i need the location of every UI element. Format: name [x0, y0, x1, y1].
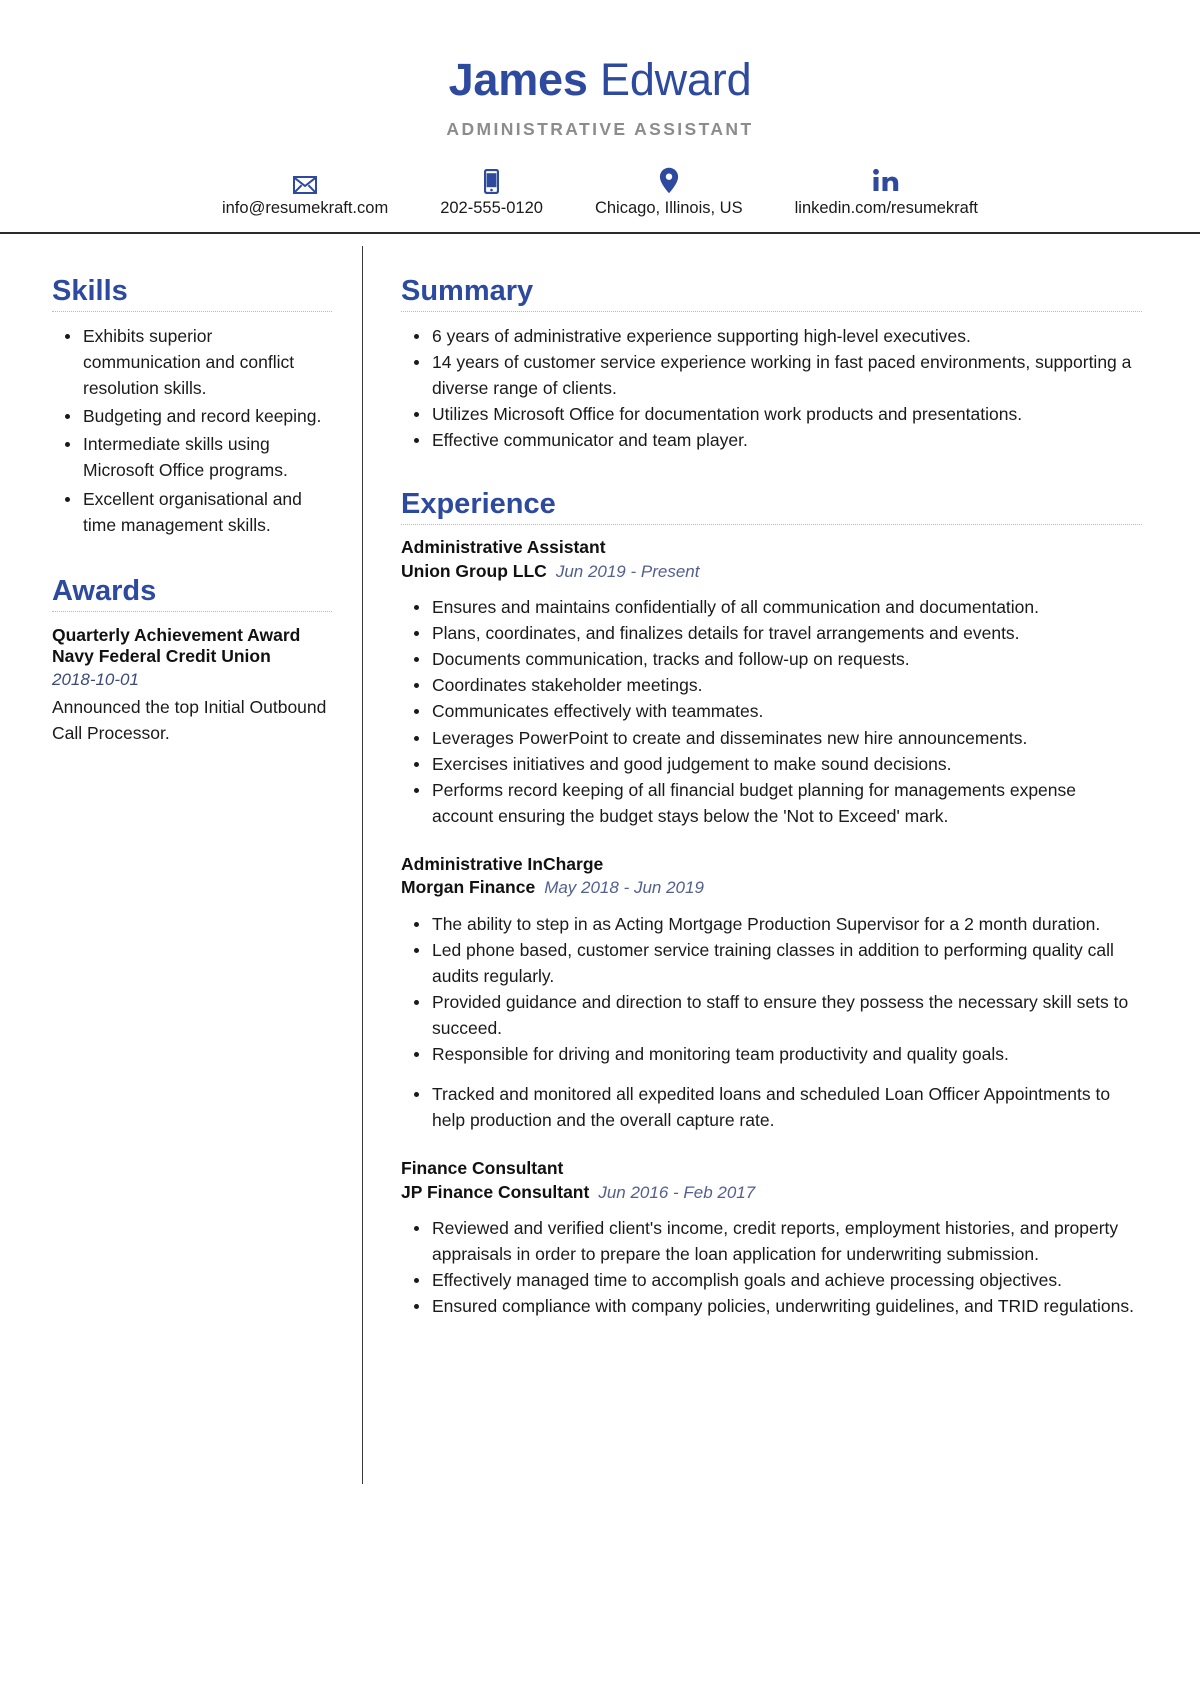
list-item: Documents communication, tracks and follow-up on requests.	[401, 646, 1142, 672]
award-title: Quarterly Achievement Award	[52, 624, 301, 645]
awards-heading-rule	[52, 611, 332, 612]
skills-list	[52, 323, 332, 538]
resume-header	[0, 0, 1200, 234]
job-company-line	[401, 876, 1142, 899]
list-item: Intermediate skills using Microsoft Office programs.	[52, 431, 332, 483]
experience-section	[401, 489, 1142, 1319]
list-item: Provided guidance and direction to staff to ensure they possess the necessary skill sets to succeed.	[401, 989, 1142, 1041]
experience-entry	[401, 1157, 1142, 1319]
contact-item-phone[interactable]	[414, 168, 569, 218]
list-item: Ensures and maintains confidentially of all communication and documentation.	[401, 594, 1142, 620]
list-item: Effectively managed time to accomplish goals and achieve processing objectives.	[401, 1267, 1142, 1293]
job-company-line	[401, 560, 1142, 583]
job-company-line	[401, 1181, 1142, 1204]
award-date: 2018-10-01	[52, 670, 139, 690]
right-column	[363, 234, 1200, 1484]
list-item: 14 years of customer service experience working in fast paced environments, supporting a diverse range of clients.	[401, 349, 1142, 401]
contact-item-linkedin[interactable]	[769, 168, 1004, 218]
experience-entry	[401, 536, 1142, 828]
contact-item-location[interactable]	[569, 168, 769, 218]
list-item: Reviewed and verified client's income, credit reports, employment histories, and property appraisals in order to prepare the loan application for underwriting submission.	[401, 1215, 1142, 1267]
skills-heading: Skills	[52, 275, 128, 308]
list-item: Exhibits superior communication and conflict resolution skills.	[52, 323, 332, 401]
award-organization: Navy Federal Credit Union	[52, 646, 271, 667]
job-bullet-list	[401, 594, 1142, 829]
list-item: Performs record keeping of all financial budget planning for managements expense account ensuring the budget stays below the 'Not to Exceed' mark.	[401, 777, 1142, 829]
left-column	[0, 234, 362, 1484]
experience-heading: Experience	[401, 488, 556, 521]
contact-linkedin-text: linkedin.com/resumekraft	[794, 199, 979, 218]
list-item: Led phone based, customer service training classes in addition to performing quality call audits regularly.	[401, 937, 1142, 989]
list-item: Leverages PowerPoint to create and disseminates new hire announcements.	[401, 725, 1142, 751]
job-role: Finance Consultant	[401, 1158, 564, 1179]
list-item: Exercises initiatives and good judgement to make sound decisions.	[401, 751, 1142, 777]
job-company: Union Group LLC	[401, 560, 547, 581]
list-item: Budgeting and record keeping.	[52, 403, 332, 429]
list-item: Excellent organisational and time management skills.	[52, 486, 332, 538]
list-item: Tracked and monitored all expedited loans and scheduled Loan Officer Appointments to help production and the overall capture rate.	[401, 1081, 1142, 1133]
award-description: Announced the top Initial Outbound Call Processor.	[52, 697, 327, 744]
list-item: Utilizes Microsoft Office for documentation work products and presentations.	[401, 401, 1142, 427]
experience-entry	[401, 853, 1142, 1133]
resume-body	[0, 234, 1200, 1484]
contact-phone-text: 202-555-0120	[440, 199, 543, 218]
experience-heading-rule	[401, 524, 1142, 525]
job-dates: Jun 2016 - Feb 2017	[598, 1182, 756, 1202]
candidate-job-title: ADMINISTRATIVE ASSISTANT	[446, 119, 754, 140]
list-item: Coordinates stakeholder meetings.	[401, 672, 1142, 698]
awards-section	[52, 576, 332, 747]
job-company: JP Finance Consultant	[401, 1181, 590, 1202]
job-dates: Jun 2019 - Present	[555, 561, 700, 581]
list-item: Communicates effectively with teammates.	[401, 698, 1142, 724]
job-bullet-list	[401, 1215, 1142, 1319]
contact-location-text: Chicago, Illinois, US	[594, 199, 743, 218]
awards-heading: Awards	[52, 574, 157, 607]
contact-item-email[interactable]	[196, 168, 414, 218]
list-item: The ability to step in as Acting Mortgage Production Supervisor for a 2 month duration.	[401, 911, 1142, 937]
list-item: Plans, coordinates, and finalizes details for travel arrangements and events.	[401, 620, 1142, 646]
award-entry	[52, 625, 332, 747]
candidate-last-name: Edward	[600, 54, 752, 105]
email-icon	[293, 168, 317, 194]
skills-section	[52, 276, 332, 537]
list-item: 6 years of administrative experience supporting high-level executives.	[401, 323, 1142, 349]
location-pin-icon	[659, 168, 679, 194]
summary-list	[401, 323, 1142, 453]
summary-heading-rule	[401, 311, 1142, 312]
candidate-first-name: James	[448, 54, 588, 105]
candidate-name	[0, 56, 1200, 103]
job-role: Administrative Assistant	[401, 537, 606, 558]
job-dates: May 2018 - Jun 2019	[544, 878, 704, 898]
list-item: Effective communicator and team player.	[401, 427, 1142, 453]
linkedin-icon	[871, 168, 901, 194]
list-item: Responsible for driving and monitoring team productivity and quality goals.	[401, 1041, 1142, 1067]
job-bullet-list	[401, 911, 1142, 1134]
phone-icon	[484, 168, 499, 194]
summary-section	[401, 276, 1142, 453]
list-item: Ensured compliance with company policies, underwriting guidelines, and TRID regulations.	[401, 1293, 1142, 1319]
summary-heading: Summary	[401, 275, 534, 308]
contact-bar	[0, 168, 1200, 218]
job-company: Morgan Finance	[401, 877, 536, 898]
contact-email-text: info@resumekraft.com	[221, 199, 389, 218]
skills-heading-rule	[52, 311, 332, 312]
job-role: Administrative InCharge	[401, 853, 604, 874]
